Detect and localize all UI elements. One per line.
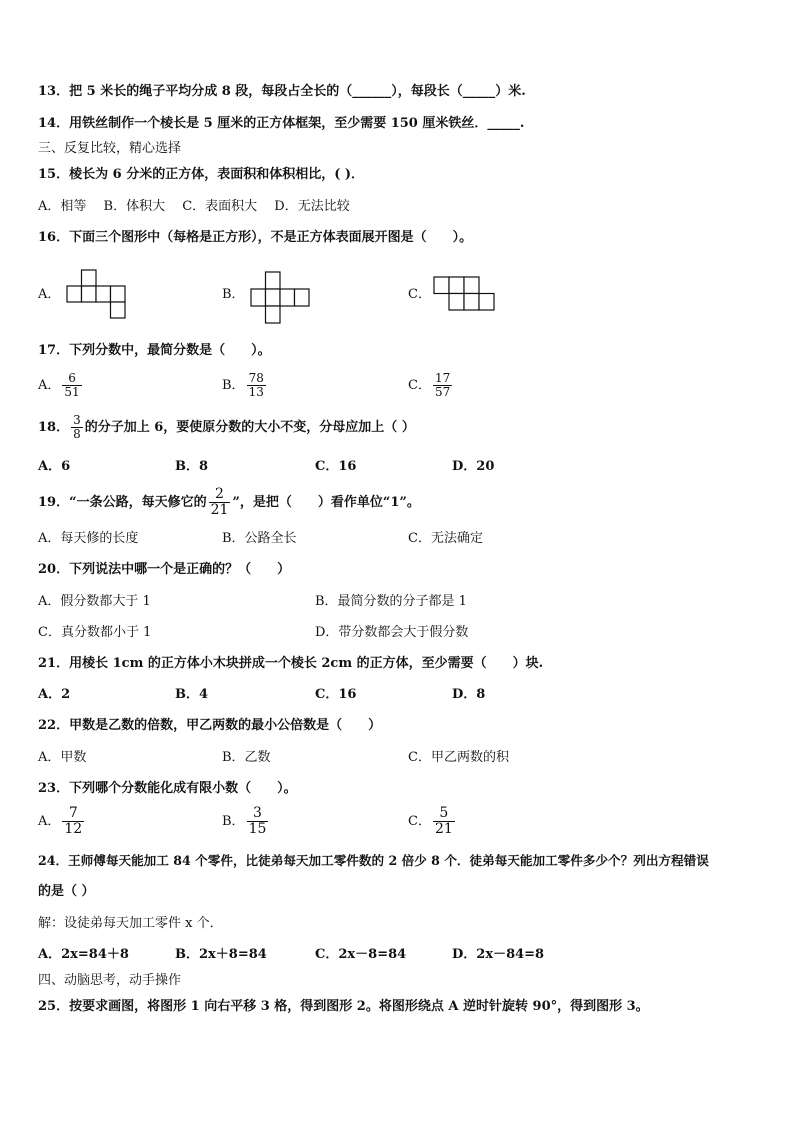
numerator: 78 bbox=[248, 371, 264, 385]
question-number: 18． bbox=[38, 420, 70, 435]
denominator: 57 bbox=[434, 385, 451, 399]
question-16: 16．下面三个图形中（每格是正方形），不是正方体表面展开图是（ ）。 bbox=[38, 230, 473, 245]
q18-option-b: B．8 bbox=[175, 459, 209, 474]
q24-option-a: A．2x=84＋8 bbox=[38, 947, 129, 962]
numerator: 3 bbox=[253, 805, 262, 821]
denominator: 21 bbox=[210, 502, 229, 518]
numerator: 6 bbox=[68, 371, 76, 385]
q19-option-c: C．无法确定 bbox=[408, 531, 483, 546]
question-17: 17．下列分数中，最简分数是（ ）。 bbox=[38, 343, 271, 358]
q19-option-a: A．每天修的长度 bbox=[38, 531, 139, 546]
option-label: A． bbox=[38, 378, 61, 393]
cube-net-c-figure bbox=[433, 276, 497, 312]
question-25: 25．按要求画图，将图形 1 向右平移 3 格，得到图形 2。将图形绕点 A 逆时针旋转 90°，得到图形 3。 bbox=[38, 999, 649, 1014]
question-24-solution: 解：设徒弟每天加工零件 x 个． bbox=[38, 916, 223, 931]
q17-option-a bbox=[38, 372, 84, 399]
option-label: B． bbox=[222, 814, 245, 829]
fraction bbox=[62, 806, 84, 837]
q16-option-a: A． bbox=[38, 287, 61, 302]
option-label: B． bbox=[222, 378, 245, 393]
question-24-line-1: 24．王师傅每天能加工 84 个零件，比徒弟每天加工零件数的 2 倍少 8 个．徒弟每天能加工零件多少个？列出方程错误 bbox=[38, 853, 709, 868]
section-4-heading: 四、动脑思考，动手操作 bbox=[38, 973, 182, 988]
q21-option-a: A．2 bbox=[38, 687, 71, 702]
option-label: A． bbox=[38, 814, 61, 829]
cube-net-b-figure bbox=[250, 271, 312, 325]
q18-option-c: C．16 bbox=[315, 459, 357, 474]
option-label: C． bbox=[408, 814, 431, 829]
fraction bbox=[209, 487, 231, 518]
question-13: 13．把 5 米长的绳子平均分成 8 段，每段占全长的（______），每段长（_____）米. bbox=[38, 84, 526, 99]
q17-option-c bbox=[408, 372, 454, 399]
q22-option-a: A．甲数 bbox=[38, 750, 87, 765]
q20-option-c: C．真分数都小于 1 bbox=[38, 625, 152, 640]
fraction bbox=[71, 414, 83, 441]
question-15-options: A．相等 B．体积大 C．表面积大 D．无法比较 bbox=[38, 199, 350, 214]
q21-option-d: D．8 bbox=[452, 687, 486, 702]
q24-option-c: C．2x－8=84 bbox=[315, 947, 407, 962]
numerator: 7 bbox=[68, 805, 78, 821]
fraction bbox=[62, 372, 81, 399]
fraction bbox=[433, 372, 452, 399]
fraction bbox=[433, 806, 455, 837]
denominator: 8 bbox=[73, 427, 81, 441]
q20-option-a: A．假分数都大于 1 bbox=[38, 594, 151, 609]
question-15: 15．棱长为 6 分米的正方体，表面积和体积相比，( )． bbox=[38, 167, 365, 182]
q23-option-c bbox=[408, 806, 457, 837]
denominator: 13 bbox=[248, 385, 264, 399]
denominator: 21 bbox=[434, 821, 453, 837]
denominator: 15 bbox=[248, 821, 267, 837]
q19-option-b: B．公路全长 bbox=[222, 531, 297, 546]
q21-option-c: C．16 bbox=[315, 687, 357, 702]
question-22: 22．甲数是乙数的倍数，甲乙两数的最小公倍数是（ ） bbox=[38, 718, 382, 733]
q23-option-a bbox=[38, 806, 86, 837]
q17-option-b bbox=[222, 372, 268, 399]
question-text: 的分子加上 6，要使原分数的大小不变，分母应加上（ ） bbox=[84, 420, 415, 435]
q22-option-b: B．乙数 bbox=[222, 750, 271, 765]
denominator: 51 bbox=[64, 385, 80, 399]
q21-option-b: B．4 bbox=[175, 687, 209, 702]
question-19 bbox=[38, 487, 420, 518]
question-23: 23．下列哪个分数能化成有限小数（ ）。 bbox=[38, 781, 297, 796]
numerator: 2 bbox=[215, 486, 224, 502]
q16-option-c: C． bbox=[408, 287, 431, 302]
q20-option-d: D．带分数都会大于假分数 bbox=[315, 625, 469, 640]
q24-option-b: B．2x＋8=84 bbox=[175, 947, 267, 962]
question-18 bbox=[38, 414, 415, 441]
question-24-line-2: 的是（ ） bbox=[38, 884, 95, 899]
option-label: C． bbox=[408, 378, 431, 393]
section-3-heading: 三、反复比较，精心选择 bbox=[38, 141, 182, 156]
numerator: 17 bbox=[434, 371, 451, 385]
fraction bbox=[247, 806, 269, 837]
denominator: 12 bbox=[64, 821, 83, 837]
fraction bbox=[247, 372, 266, 399]
question-14: 14．用铁丝制作一个棱长是 5 厘米的正方体框架，至少需要 150 厘米铁丝．_____. bbox=[38, 116, 525, 131]
question-text-start: 19．“一条公路，每天修它的 bbox=[38, 495, 207, 510]
question-text-end: ”，是把（ ）看作单位“1”。 bbox=[232, 495, 420, 510]
q20-option-b: B．最简分数的分子都是 1 bbox=[315, 594, 467, 609]
cube-net-a-figure bbox=[66, 269, 128, 321]
numerator: 5 bbox=[439, 805, 449, 821]
question-21: 21．用棱长 1cm 的正方体小木块拼成一个棱长 2cm 的正方体，至少需要（ ）块. bbox=[38, 656, 544, 671]
numerator: 3 bbox=[73, 413, 81, 427]
q23-option-b bbox=[222, 806, 270, 837]
question-20: 20．下列说法中哪一个是正确的？（ ） bbox=[38, 562, 291, 577]
q16-option-b: B． bbox=[222, 287, 245, 302]
q24-option-d: D．2x－84=8 bbox=[452, 947, 545, 962]
q18-option-d: D．20 bbox=[452, 459, 495, 474]
q22-option-c: C．甲乙两数的积 bbox=[408, 750, 509, 765]
q18-option-a: A．6 bbox=[38, 459, 71, 474]
